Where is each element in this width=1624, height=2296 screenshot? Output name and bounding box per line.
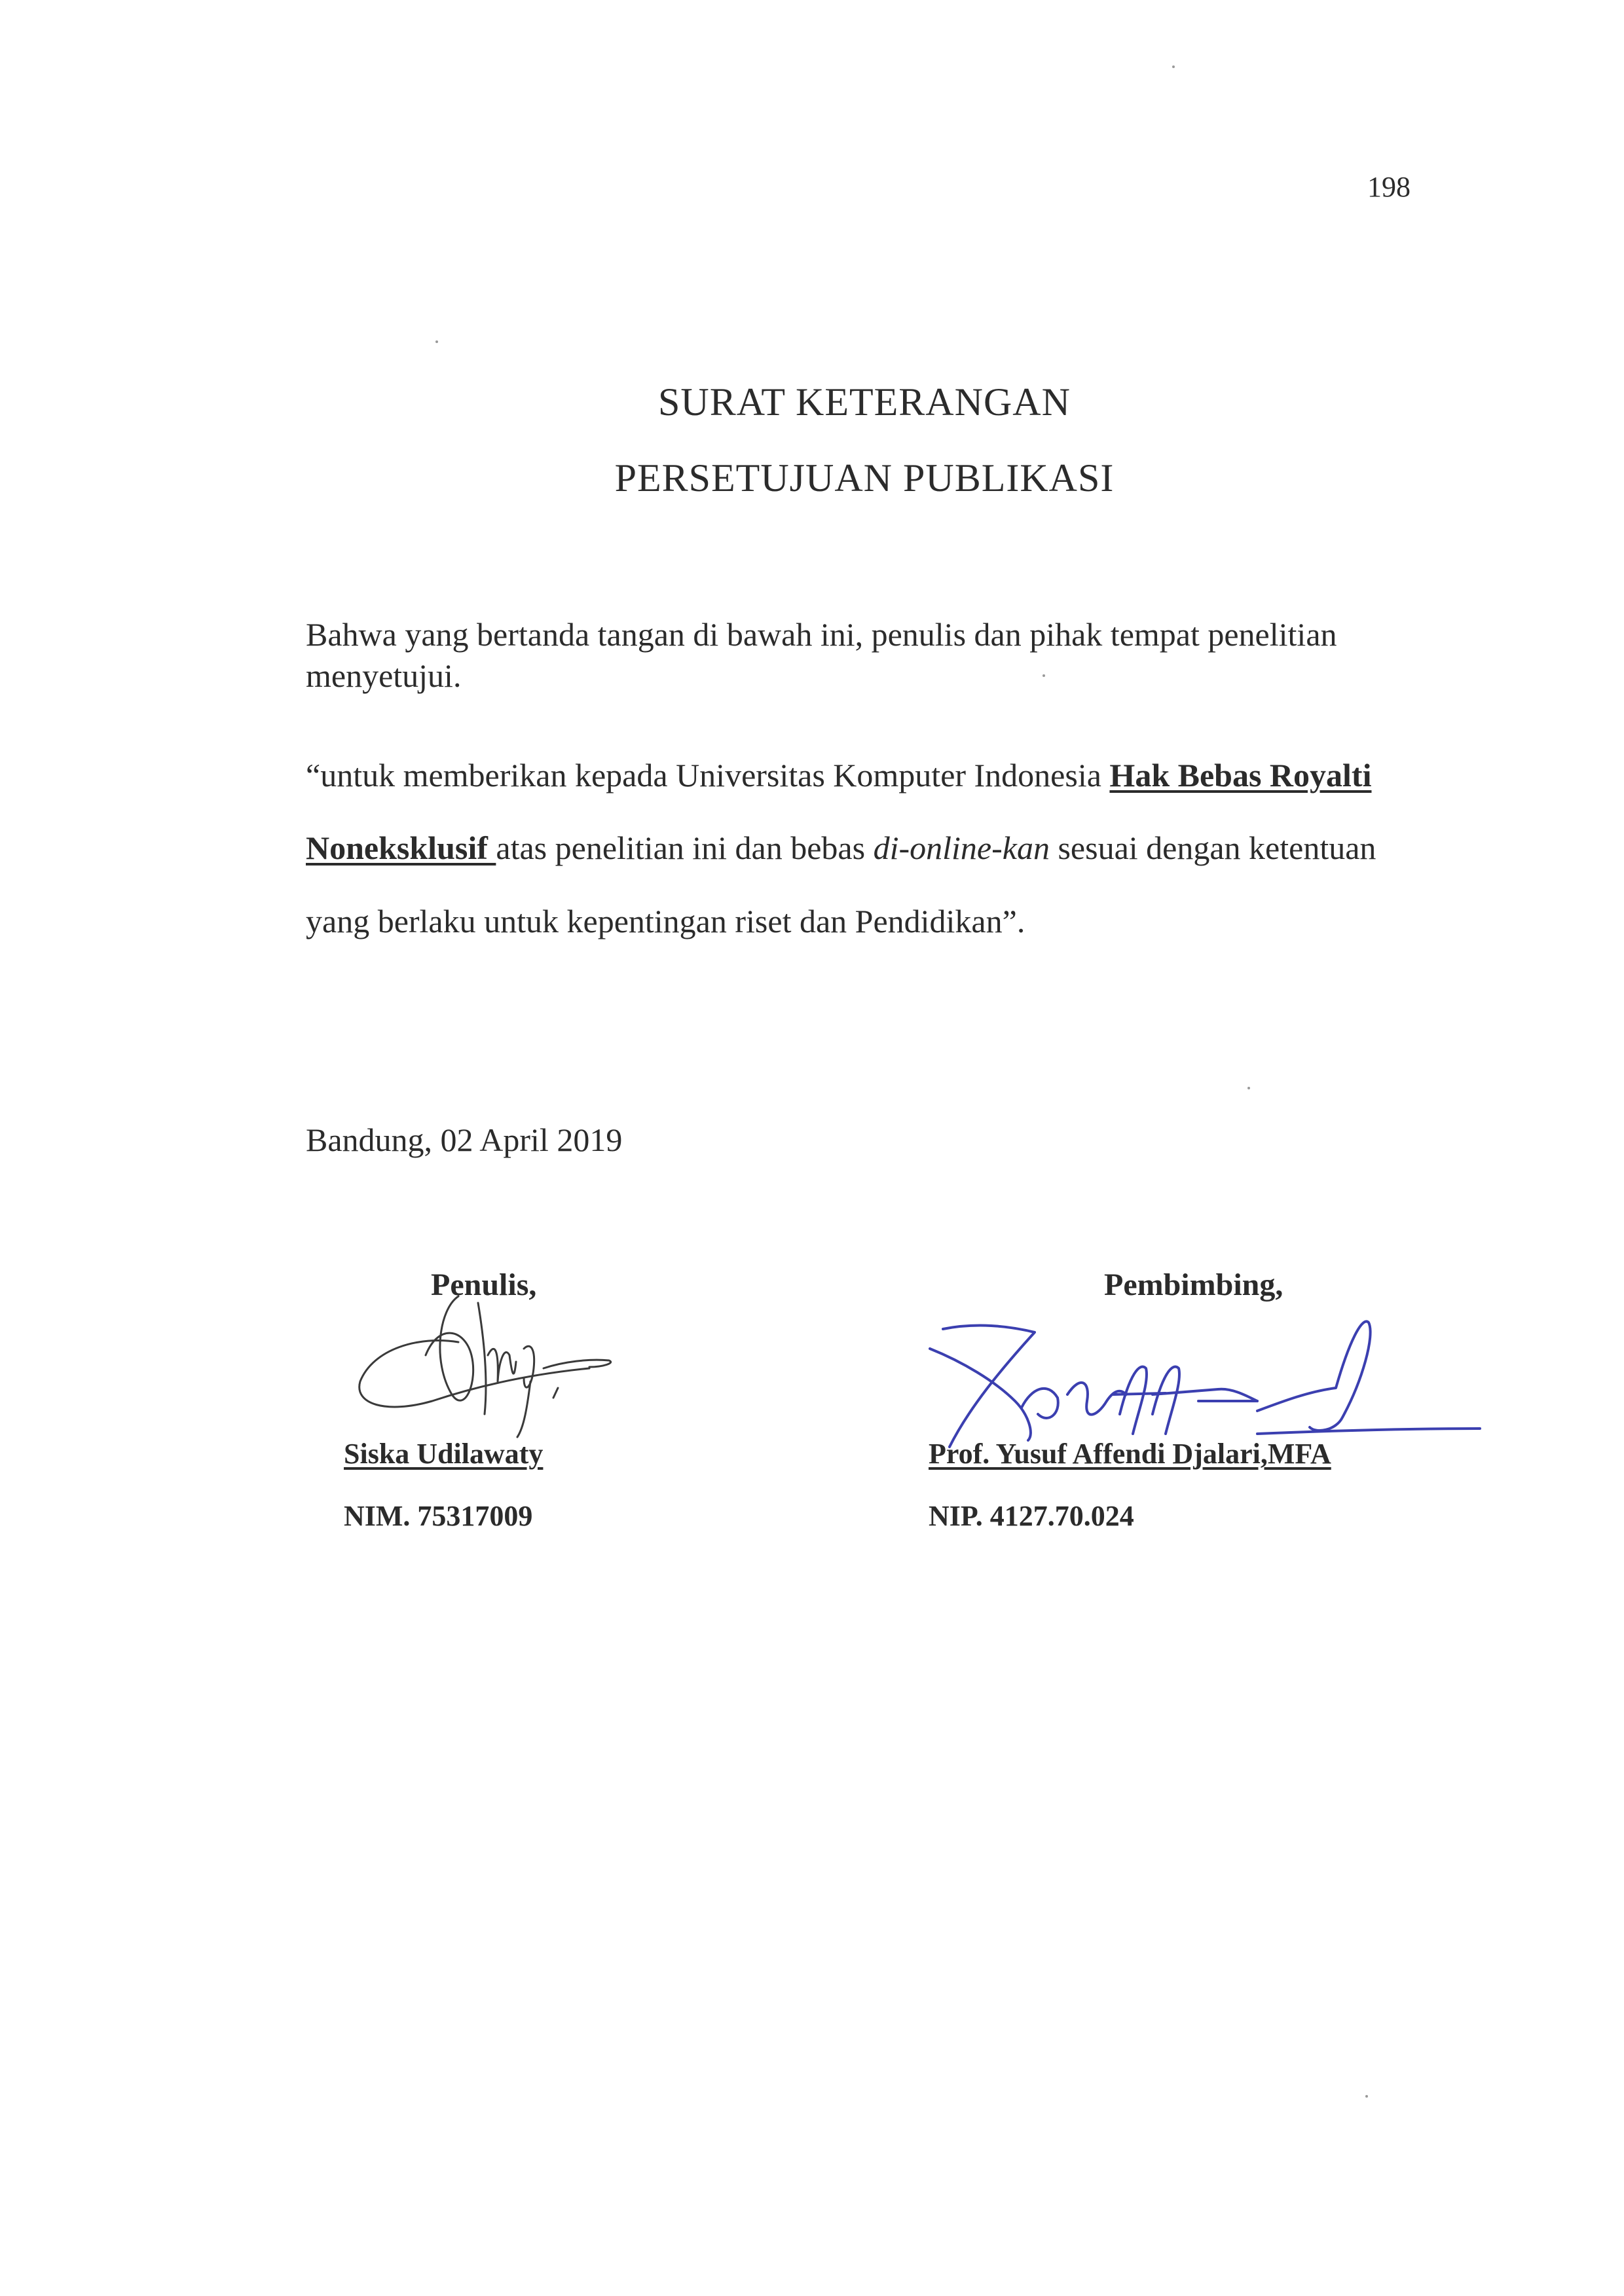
author-id: NIM. 75317009 (344, 1500, 533, 1532)
intro-line-2: menyetujui. (306, 657, 462, 694)
license-term-2: Noneksklusif (306, 829, 496, 866)
statement-line-2 (306, 829, 1376, 867)
advisor-id: NIP. 4127.70.024 (929, 1500, 1134, 1532)
statement-line-1 (306, 756, 1371, 794)
author-name: Siska Udilawaty (344, 1438, 544, 1470)
scan-speck (1247, 1087, 1250, 1089)
license-term: Hak Bebas Royalti (1109, 757, 1372, 793)
scan-speck (435, 340, 438, 343)
author-role: Penulis, (431, 1267, 537, 1302)
advisor-name: Prof. Yusuf Affendi Djalari,MFA (929, 1438, 1331, 1470)
statement-text: “untuk memberikan kepada Universitas Komputer Indonesia (306, 757, 1110, 793)
statement-text: atas penelitian ini dan bebas (496, 829, 874, 866)
document-subtitle: PERSETUJUAN PUBLIKASI (614, 456, 1115, 500)
author-signature (327, 1283, 629, 1453)
statement-emphasis: di-online-kan (873, 829, 1050, 866)
statement-text: sesuai dengan ketentuan (1049, 829, 1376, 866)
scan-speck (1172, 65, 1175, 68)
intro-line-1: Bahwa yang bertanda tangan di bawah ini, penulis dan pihak tempat penelitian (306, 616, 1337, 653)
scan-speck (1365, 2095, 1368, 2098)
place-date: Bandung, 02 April 2019 (306, 1121, 623, 1158)
page-number: 198 (1367, 171, 1411, 203)
advisor-role: Pembimbing, (1104, 1267, 1283, 1302)
statement-line-3: yang berlaku untuk kepentingan riset dan Pendidikan”. (306, 903, 1025, 939)
scan-speck (1043, 674, 1045, 677)
document-title: SURAT KETERANGAN (658, 380, 1071, 424)
